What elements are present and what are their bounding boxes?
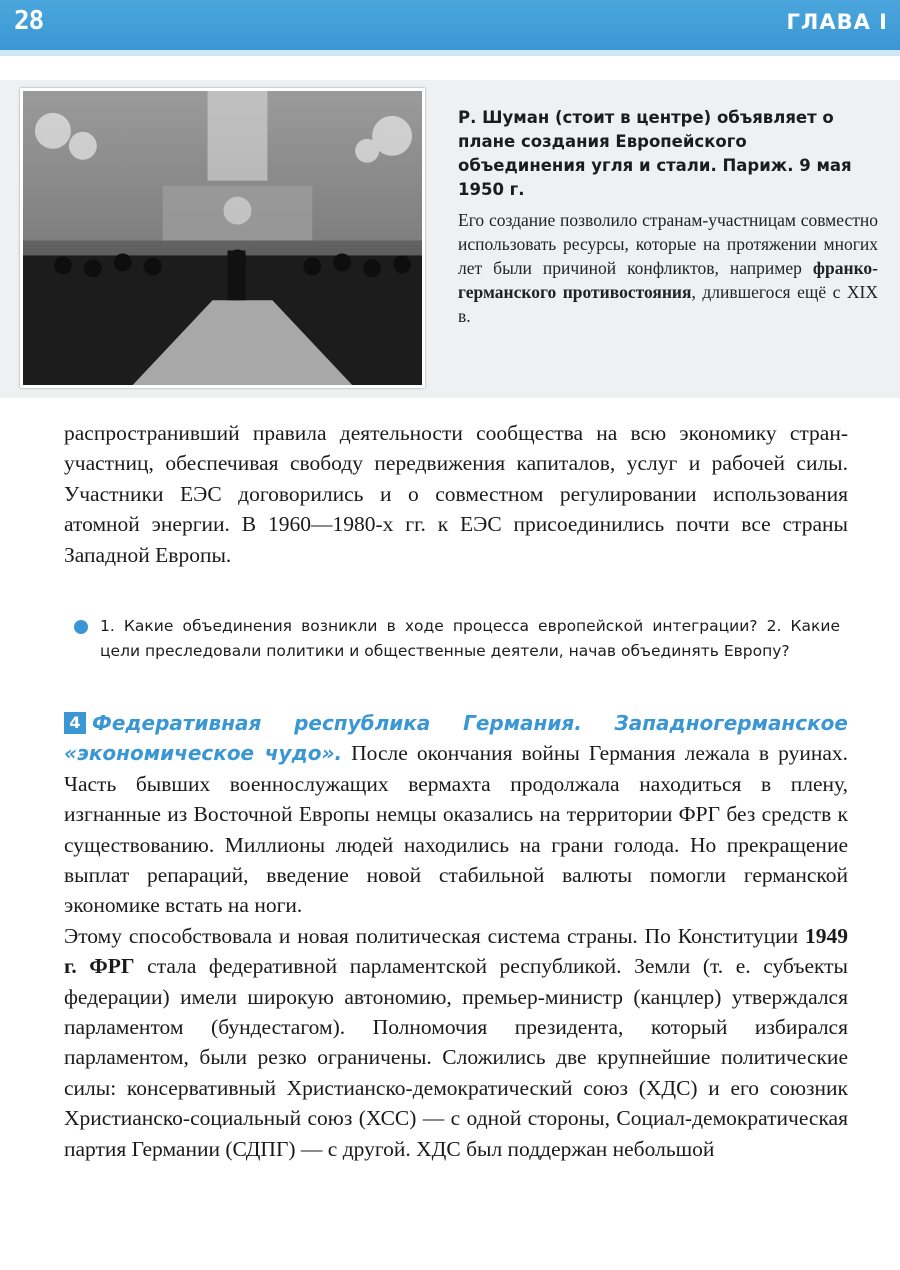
review-question — [100, 614, 840, 664]
paragraph-2-text-end: стала федеративной парламентской республикой. Земли (т. е. субъекты федерации) имели широкую автономию, премьер-министр (канцлер) утверждался парламентом (бундестагом). Полномочия президента, который избирался парламентом, были резко ограничены. Сложились две крупнейшие политические силы: консервативный Христианско-демократический союз (ХДС) и его союзник Христианско-социальный союз (ХСС) — с одной стороны, Социал-демократическая партия Германии (СДПГ) — с другой. ХДС был поддержан небольшой — [64, 954, 848, 1161]
page-number: 28 — [14, 6, 44, 36]
paragraph-2-text: Этому способствовала и новая политическая система страны. По Конституции — [64, 923, 805, 948]
paragraph-2-bold: 1949 г. ФРГ — [64, 923, 848, 979]
section-heading: Федеративная республика Германия. Западногерманское «экономическое чудо». — [64, 711, 848, 766]
photo-caption — [458, 106, 878, 328]
question-text: 1. Какие объединения возникли в ходе процесса европейской интеграции? 2. Какие цели преследовали политики и общественные деятели, начав объединять Европу? — [100, 617, 840, 660]
chapter-label: ГЛАВА I — [786, 10, 888, 34]
section-4 — [64, 708, 848, 1164]
section-number-badge: 4 — [64, 712, 86, 734]
body-text-top — [64, 418, 848, 570]
section-text: После окончания войны Германия лежала в руинах. Часть бывших военнослужащих вермахта продолжала находиться в плену, изгнанные из Восточной Европы немцы оказались на территории ФРГ без средств к существованию. Миллионы людей находились на грани голода. Но прекращение выплат репараций, введение новой стабильной валюты помогли германской экономике встать на ноги. — [64, 741, 848, 918]
photo-illustration — [23, 91, 422, 385]
caption-title: Р. Шуман (стоит в центре) объявляет о плане создания Европейского объединения угля и стали. Париж. 9 мая 1950 г. — [458, 108, 852, 199]
page-header — [0, 0, 900, 56]
historical-photo — [20, 88, 425, 388]
caption-bold-text: франко-германского противостояния — [458, 258, 878, 302]
paragraph-1: распространивший правила деятельности сообщества на всю экономику стран-участниц, обеспечивая свободу передвижения капиталов, услуг и рабочей силы. Участники ЕЭС договорились и о совместном регулировании использования атомной энергии. В 1960—1980-х гг. к ЕЭС присоединились почти все страны Западной Европы. — [64, 421, 848, 567]
caption-body — [458, 208, 878, 328]
section-paragraph — [64, 708, 848, 921]
paragraph-2 — [64, 921, 848, 1164]
caption-text: Его создание позволило странам-участницам совместно использовать ресурсы, которые на протяжении многих лет были причиной конфликтов, например — [458, 210, 878, 278]
question-bullet-icon — [74, 620, 88, 634]
caption-text-end: , длившегося ещё с XIX в. — [458, 282, 878, 326]
